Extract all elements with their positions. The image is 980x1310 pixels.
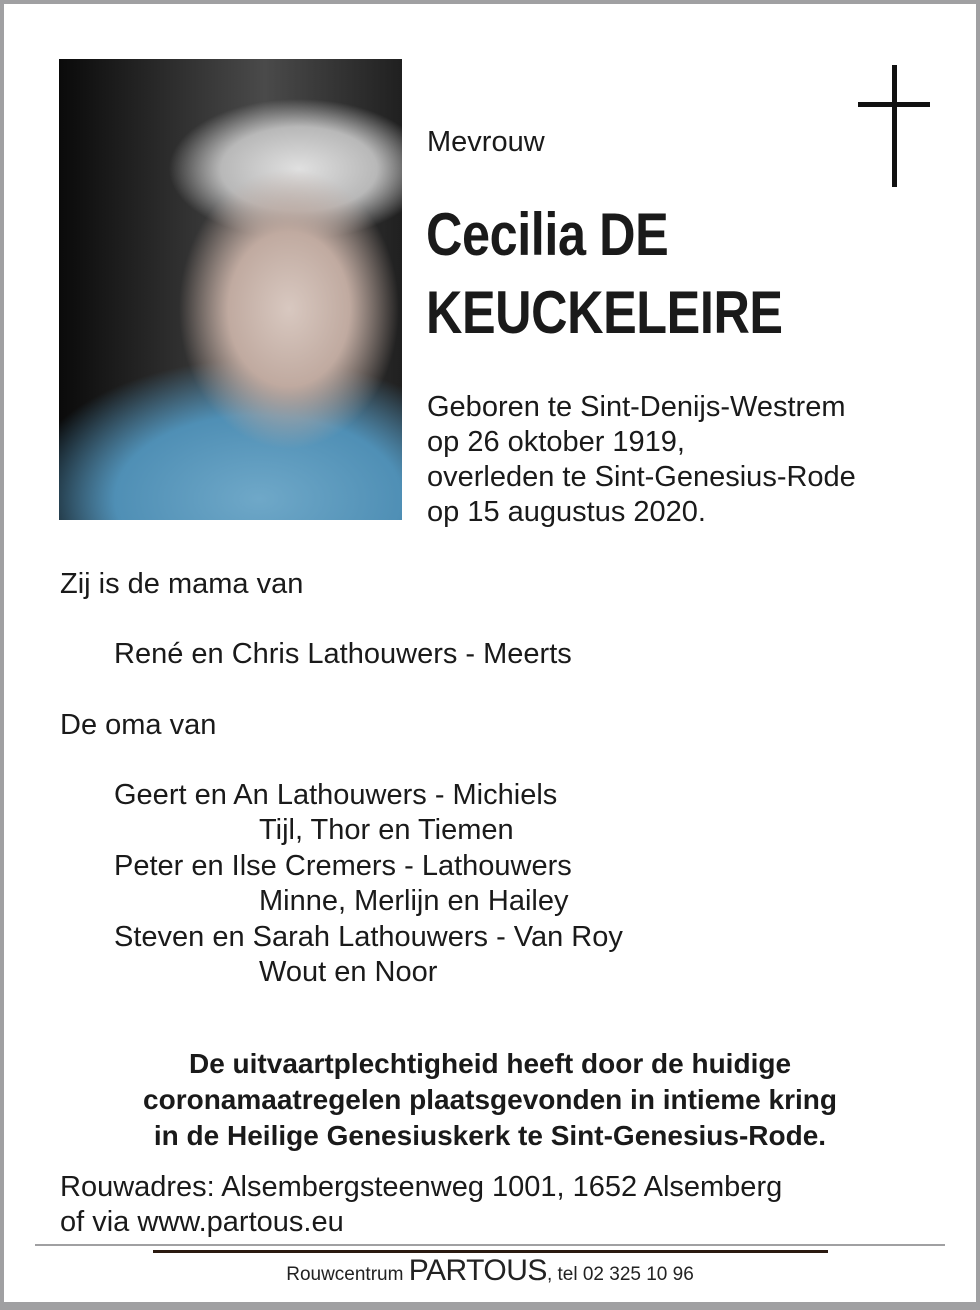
mourning-address: Rouwadres: Alsembergsteenweg 1001, 1652 Alsemberg bbox=[60, 1171, 783, 1203]
deceased-name-line1: Cecilia DE bbox=[426, 201, 669, 268]
great-grandchildren: Minne, Merlijn en Hailey bbox=[259, 885, 569, 917]
notice-line: coronamaatregelen plaatsgevonden in intieme kring bbox=[143, 1084, 837, 1115]
great-grandchildren: Wout en Noor bbox=[259, 956, 438, 988]
death-place: overleden te Sint-Genesius-Rode bbox=[427, 461, 856, 493]
deceased-name-line2: KEUCKELEIRE bbox=[426, 279, 783, 346]
website-line: of via www.partous.eu bbox=[60, 1206, 344, 1238]
divider bbox=[35, 1244, 945, 1246]
grandchild-couple: Steven en Sarah Lathouwers - Van Roy bbox=[114, 921, 623, 953]
notice-line: in de Heilige Genesiuskerk te Sint-Genesius-Rode. bbox=[153, 1120, 827, 1151]
child: René en Chris Lathouwers - Meerts bbox=[114, 638, 572, 670]
partous-logo: PARTOUS bbox=[408, 1254, 547, 1287]
funeral-home-footer bbox=[4, 1254, 976, 1288]
grandchild-couple: Peter en Ilse Cremers - Lathouwers bbox=[114, 850, 572, 882]
grandma-intro: De oma van bbox=[60, 709, 217, 741]
notice-line: De uitvaartplechtigheid heeft door de huidige bbox=[188, 1048, 792, 1079]
funeral-notice bbox=[4, 1046, 976, 1154]
obituary-page bbox=[4, 4, 976, 1302]
cross-icon bbox=[892, 65, 897, 187]
cross-icon-bar bbox=[858, 102, 930, 107]
portrait-photo bbox=[59, 59, 402, 520]
birth-place: Geboren te Sint-Denijs-Westrem bbox=[427, 391, 846, 423]
footer-prefix: Rouwcentrum bbox=[286, 1264, 404, 1285]
birth-date: op 26 oktober 1919, bbox=[427, 426, 685, 458]
divider-dark bbox=[153, 1250, 828, 1253]
grandchild-couple: Geert en An Lathouwers - Michiels bbox=[114, 779, 558, 811]
mother-intro: Zij is de mama van bbox=[60, 568, 304, 600]
footer-phone: , tel 02 325 10 96 bbox=[546, 1264, 694, 1285]
great-grandchildren: Tijl, Thor en Tiemen bbox=[259, 814, 514, 846]
death-date: op 15 augustus 2020. bbox=[427, 496, 706, 528]
salutation: Mevrouw bbox=[427, 126, 545, 158]
